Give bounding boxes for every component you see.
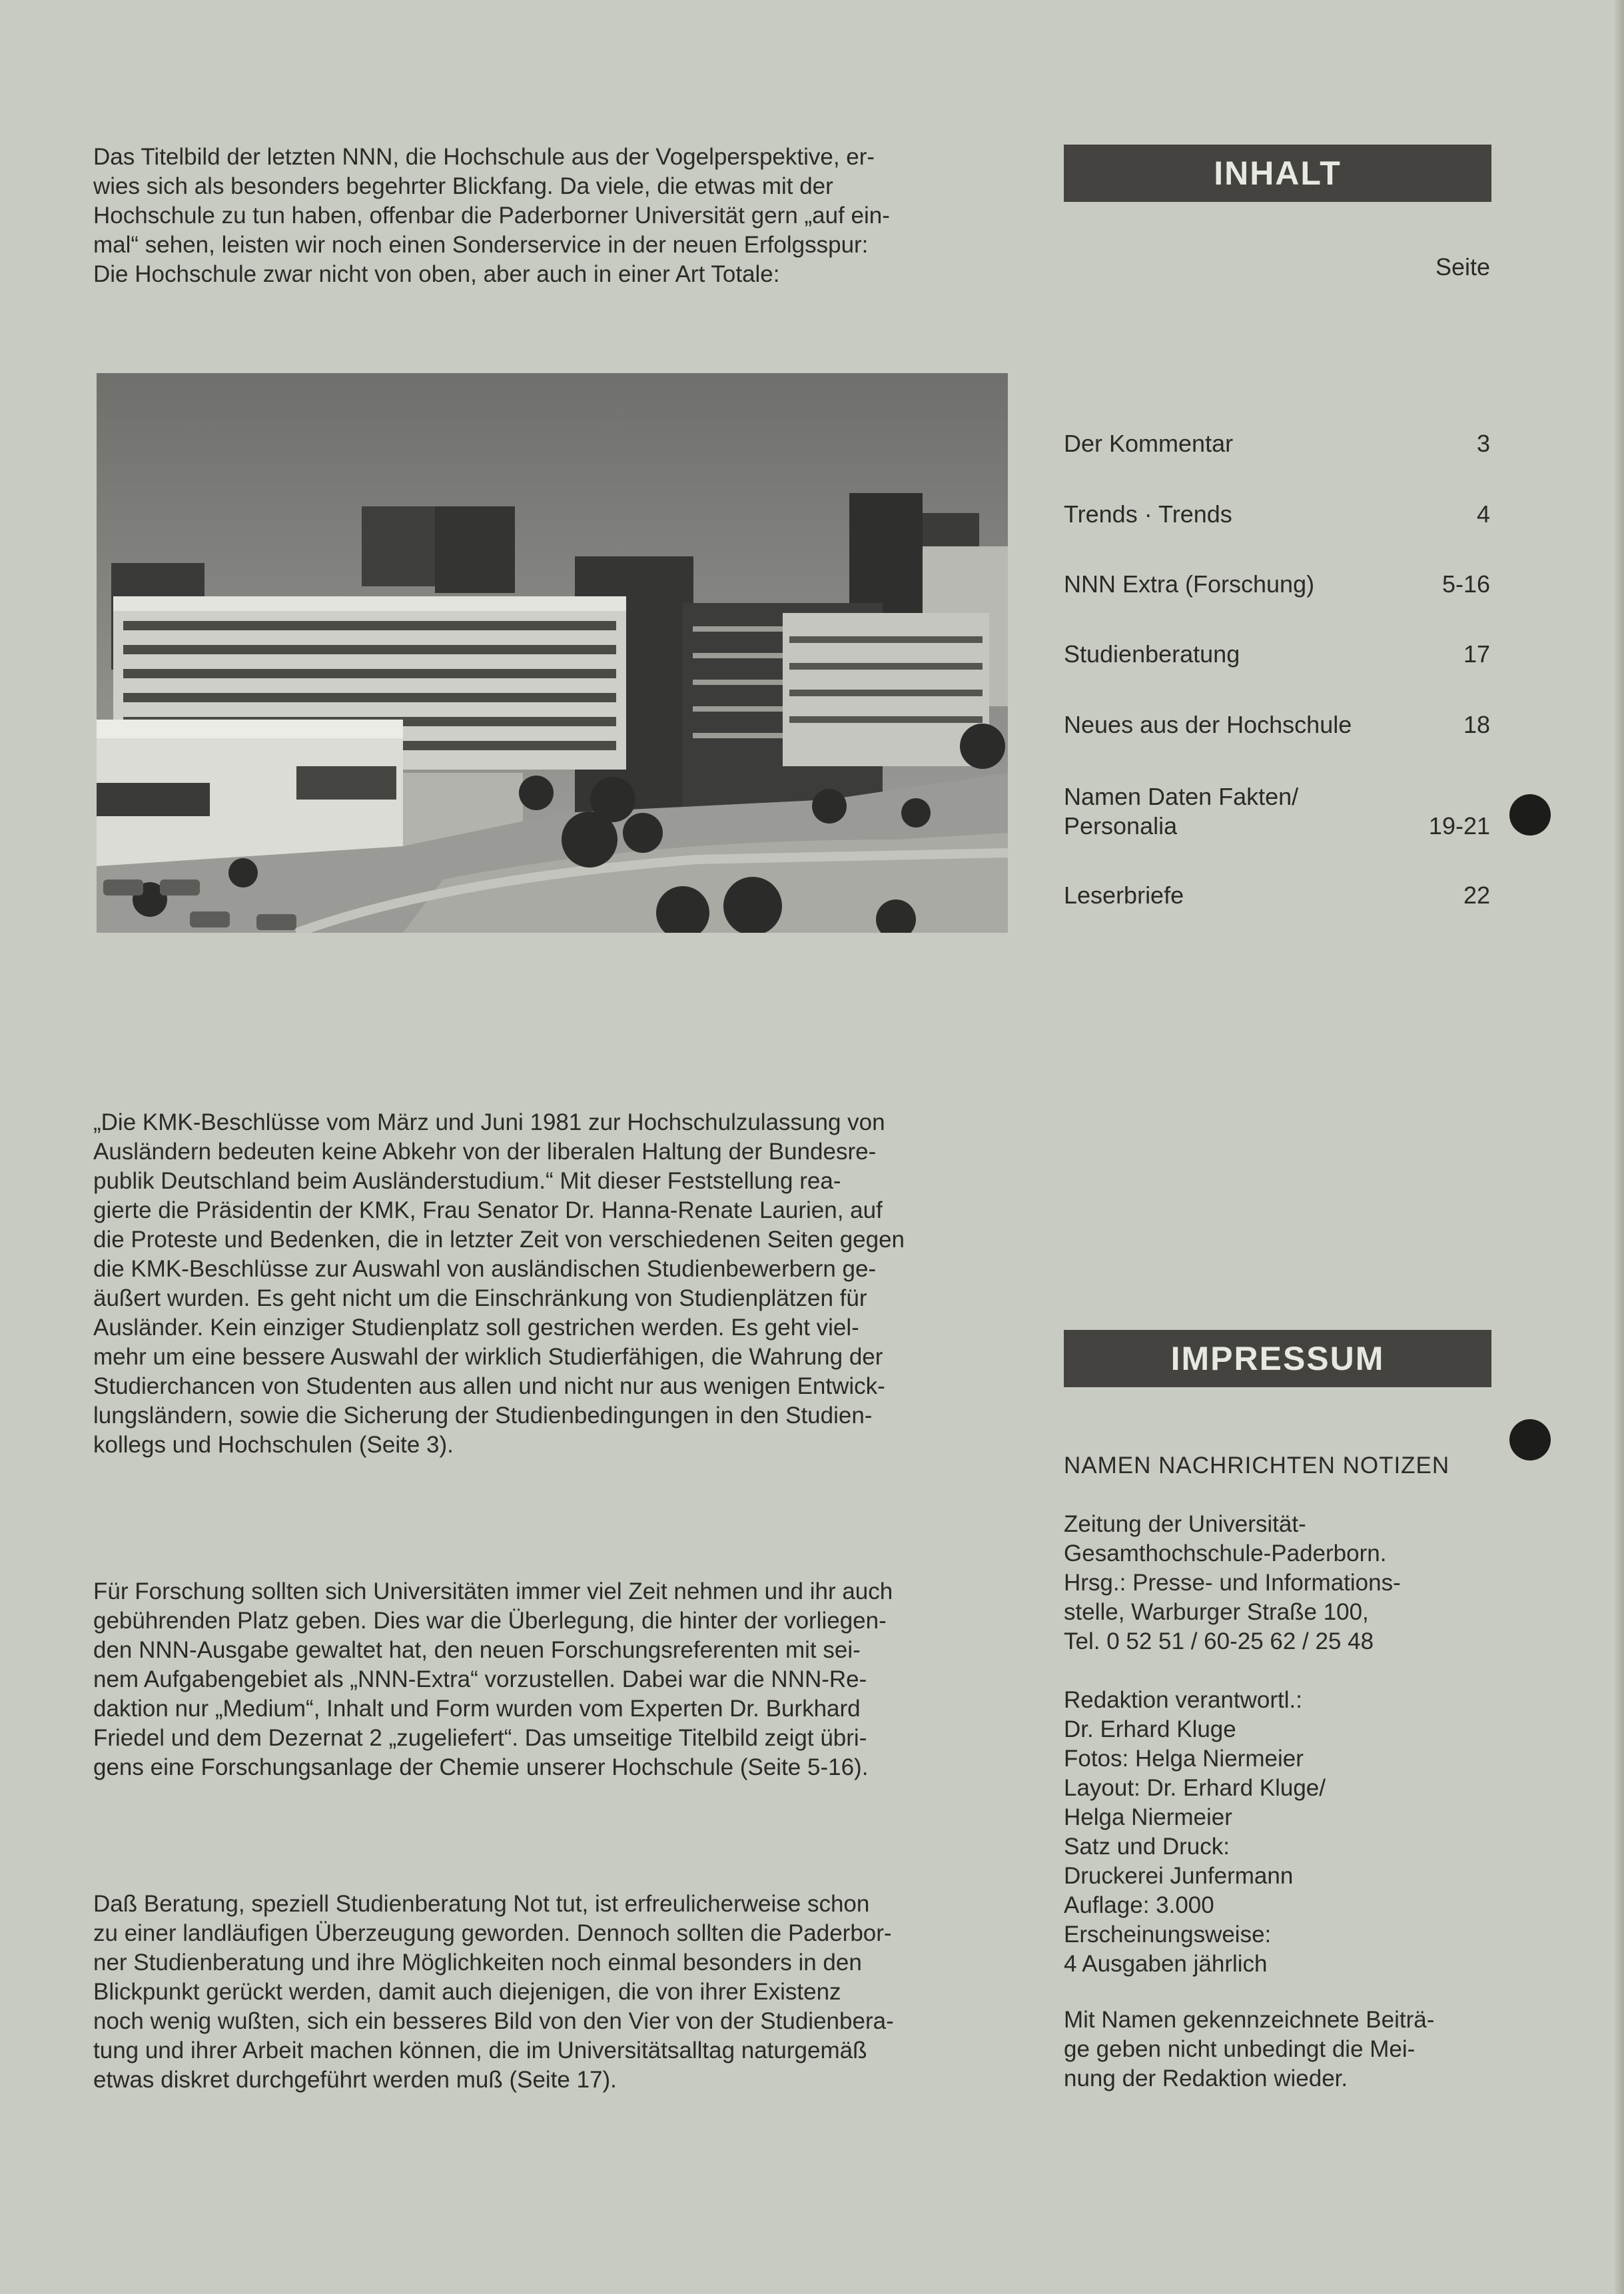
impressum-publication-title: NAMEN NACHRICHTEN NOTIZEN <box>1064 1452 1450 1478</box>
forschung-paragraph: Für Forschung sollten sich Universitäten immer viel Zeit nehmen und ihr auch gebührenden Platz geben. Dies war die Überlegung, die hinter der vorliegen- den NNN-Ausgabe gewaltet hat, den neuen Forschungsreferenten mit sei- nem Aufgabengebiet als „NNN-Extra“ vorzustellen. Dabei war die NNN-Re- daktion nur „Medium“, Inhalt und Form wurden vom Experten Dr. Burkhard Friedel und dem Dezernat 2 „zugeliefert“. Das umseitige Titelbild zeigt übri- gens eine Forschungsanlage der Chemie unserer Hochschule (Seite 5-16). <box>93 1578 893 1780</box>
punch-hole <box>1509 794 1551 836</box>
toc-item <box>1064 570 1490 599</box>
toc-item <box>1064 429 1490 458</box>
inhalt-heading: INHALT <box>1064 145 1491 202</box>
toc-item-page: 5-16 <box>1441 570 1490 598</box>
impressum-publisher: Zeitung der Universität- Gesamthochschule-Paderborn. Hrsg.: Presse- und Informations- stelle, Warburger Straße 100, Tel. 0 52 51 / 60-25 62 / 25 48 <box>1064 1511 1401 1654</box>
toc-item <box>1064 500 1490 529</box>
page-spine-edge <box>1615 0 1624 2294</box>
toc-item-title: Namen Daten Fakten/ Personalia <box>1064 783 1299 840</box>
toc-item-title: Studienberatung <box>1064 640 1240 668</box>
campus-photo <box>97 373 1008 933</box>
intro-paragraph: Das Titelbild der letzten NNN, die Hochschule aus der Vogelperspektive, er- wies sich als besonders begehrter Blickfang. Da viele, die etwas mit der Hochschule zu tun haben, offenbar die Paderborner Universität gern „auf ein- mal“ sehen, leisten wir noch einen Sonderservice in der neuen Erfolgsspur: Die Hochschule zwar nicht von oben, aber auch in einer Art Totale: <box>93 144 890 287</box>
toc-item <box>1064 640 1490 669</box>
toc-item-page: 18 <box>1463 711 1490 738</box>
beratung-paragraph: Daß Beratung, speziell Studienberatung Not tut, ist erfreulicherweise schon zu einer landläufigen Überzeugung geworden. Dennoch sollten die Paderbor- ner Studienberatung und ihre Möglichkeiten noch einmal besonders in den Blickpunkt gerückt werden, damit auch diejenigen, die von ihrer Existenz noch wenig wußten, sich ein besseres Bild von den Vier von der Studienbera- tung und ihrer Arbeit machen können, die im Universitätsalltag naturgemäß etwas diskret durchgeführt werden muß (Seite 17). <box>93 1891 894 2093</box>
toc-item-title: Leserbriefe <box>1064 881 1184 909</box>
toc-item-page: 3 <box>1476 430 1490 457</box>
impressum-editorial: Redaktion verantwortl.: Dr. Erhard Kluge Fotos: Helga Niermeier Layout: Dr. Erhard Kluge/ Helga Niermeier Satz und Druck: Druckerei Junfermann Auflage: 3.000 Erscheinungsweise: 4 Ausgaben jährlich <box>1064 1687 1326 1977</box>
toc-item-page: 22 <box>1463 881 1490 909</box>
impressum-heading: IMPRESSUM <box>1064 1330 1491 1387</box>
toc-item-page: 4 <box>1476 500 1490 528</box>
toc-item-title: Trends · Trends <box>1064 500 1232 528</box>
toc-item-title: Neues aus der Hochschule <box>1064 711 1352 738</box>
toc-item <box>1064 710 1490 740</box>
toc-item-page: 17 <box>1463 640 1490 668</box>
punch-hole <box>1509 1419 1551 1460</box>
seite-column-label: Seite <box>1435 253 1490 281</box>
impressum-disclaimer: Mit Namen gekennzeichnete Beiträ- ge geben nicht unbedingt die Mei- nung der Redaktion wieder. <box>1064 2007 1435 2091</box>
toc-item-page: 19-21 <box>1428 812 1490 840</box>
toc-item <box>1064 881 1490 910</box>
toc-item-title: NNN Extra (Forschung) <box>1064 570 1315 598</box>
kmk-paragraph: „Die KMK-Beschlüsse vom März und Juni 1981 zur Hochschulzulassung von Ausländern bedeuten keine Abkehr von der liberalen Haltung der Bundesre- publik Deutschland beim Ausländerstudium.“ Mit dieser Feststellung rea- gierte die Präsidentin der KMK, Frau Senator Dr. Hanna-Renate Laurien, auf die Proteste und Bedenken, die in letzter Zeit von verschiedenen Seiten gegen die KMK-Beschlüsse zur Auswahl von ausländischen Studienbewerbern ge- äußert wurden. Es geht nicht um die Einschränkung von Studienplätzen für Ausländer. Kein einziger Studienplatz soll gestrichen werden. Es geht viel- mehr um eine bessere Auswahl der wirklich Studierfähigen, die Wahrung der Studierchancen von Studenten aus allen und nicht nur aus wenigen Entwick- lungsländern, sowie die Sicherung der Studienbedingungen in den Studien- kollegs und Hochschulen (Seite 3). <box>93 1109 905 1458</box>
toc-item <box>1064 782 1490 841</box>
toc-item-title: Der Kommentar <box>1064 430 1234 457</box>
